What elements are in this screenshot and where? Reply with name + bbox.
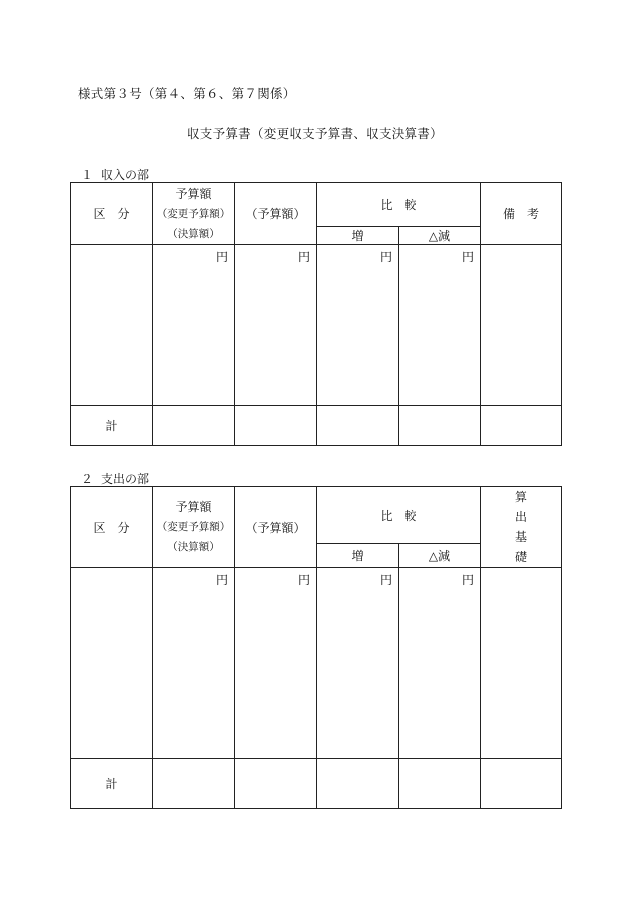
expense-header-budget: 予算額 （変更予算額） （決算額） — [153, 487, 235, 568]
income-body-remarks — [481, 245, 562, 406]
expense-unit-prior: 円 — [235, 568, 317, 759]
income-section-number: １ — [81, 168, 94, 182]
expense-body-category — [71, 568, 153, 759]
income-total-label: 計 — [71, 406, 153, 446]
expense-total-increase — [317, 759, 399, 809]
expense-unit-increase: 円 — [317, 568, 399, 759]
income-total-decrease — [399, 406, 481, 446]
expense-body-basis — [481, 568, 562, 759]
income-header-comparison: 比 較 — [317, 183, 481, 227]
income-header-remarks: 備 考 — [481, 183, 562, 245]
income-unit-prior: 円 — [235, 245, 317, 406]
expense-header-category: 区 分 — [71, 487, 153, 568]
income-total-remarks — [481, 406, 562, 446]
income-header-budget: 予算額 （変更予算額） （決算額） — [153, 183, 235, 245]
expense-section-number: ２ — [81, 472, 94, 486]
expense-header-prior-budget: （予算額） — [235, 487, 317, 568]
expense-section-heading — [81, 470, 149, 487]
income-total-increase — [317, 406, 399, 446]
expense-total-prior — [235, 759, 317, 809]
expense-total-budget — [153, 759, 235, 809]
income-section-label: 収入の部 — [101, 168, 150, 182]
income-total-prior — [235, 406, 317, 446]
expense-header-decrease: △減 — [399, 544, 481, 568]
expense-total-decrease — [399, 759, 481, 809]
income-total-budget — [153, 406, 235, 446]
expense-total-label: 計 — [71, 759, 153, 809]
income-table — [70, 182, 562, 446]
expense-header-comparison: 比 較 — [317, 487, 481, 544]
expense-section-label: 支出の部 — [101, 472, 150, 486]
form-number: 様式第３号（第４、第６、第７関係） — [78, 86, 296, 101]
income-header-decrease: △減 — [399, 227, 481, 245]
income-body-category — [71, 245, 153, 406]
expense-unit-budget: 円 — [153, 568, 235, 759]
income-header-category: 区 分 — [71, 183, 153, 245]
income-unit-decrease: 円 — [399, 245, 481, 406]
expense-total-basis — [481, 759, 562, 809]
expense-header-basis: 算 出 基 礎 — [481, 487, 562, 568]
document-title: 収支予算書（変更収支予算書、収支決算書） — [186, 126, 443, 141]
expense-unit-decrease: 円 — [399, 568, 481, 759]
expense-header-increase: 増 — [317, 544, 399, 568]
income-unit-budget: 円 — [153, 245, 235, 406]
income-section-heading — [81, 166, 149, 183]
income-header-prior-budget: （予算額） — [235, 183, 317, 245]
income-header-increase: 増 — [317, 227, 399, 245]
income-unit-increase: 円 — [317, 245, 399, 406]
expense-table — [70, 486, 562, 809]
